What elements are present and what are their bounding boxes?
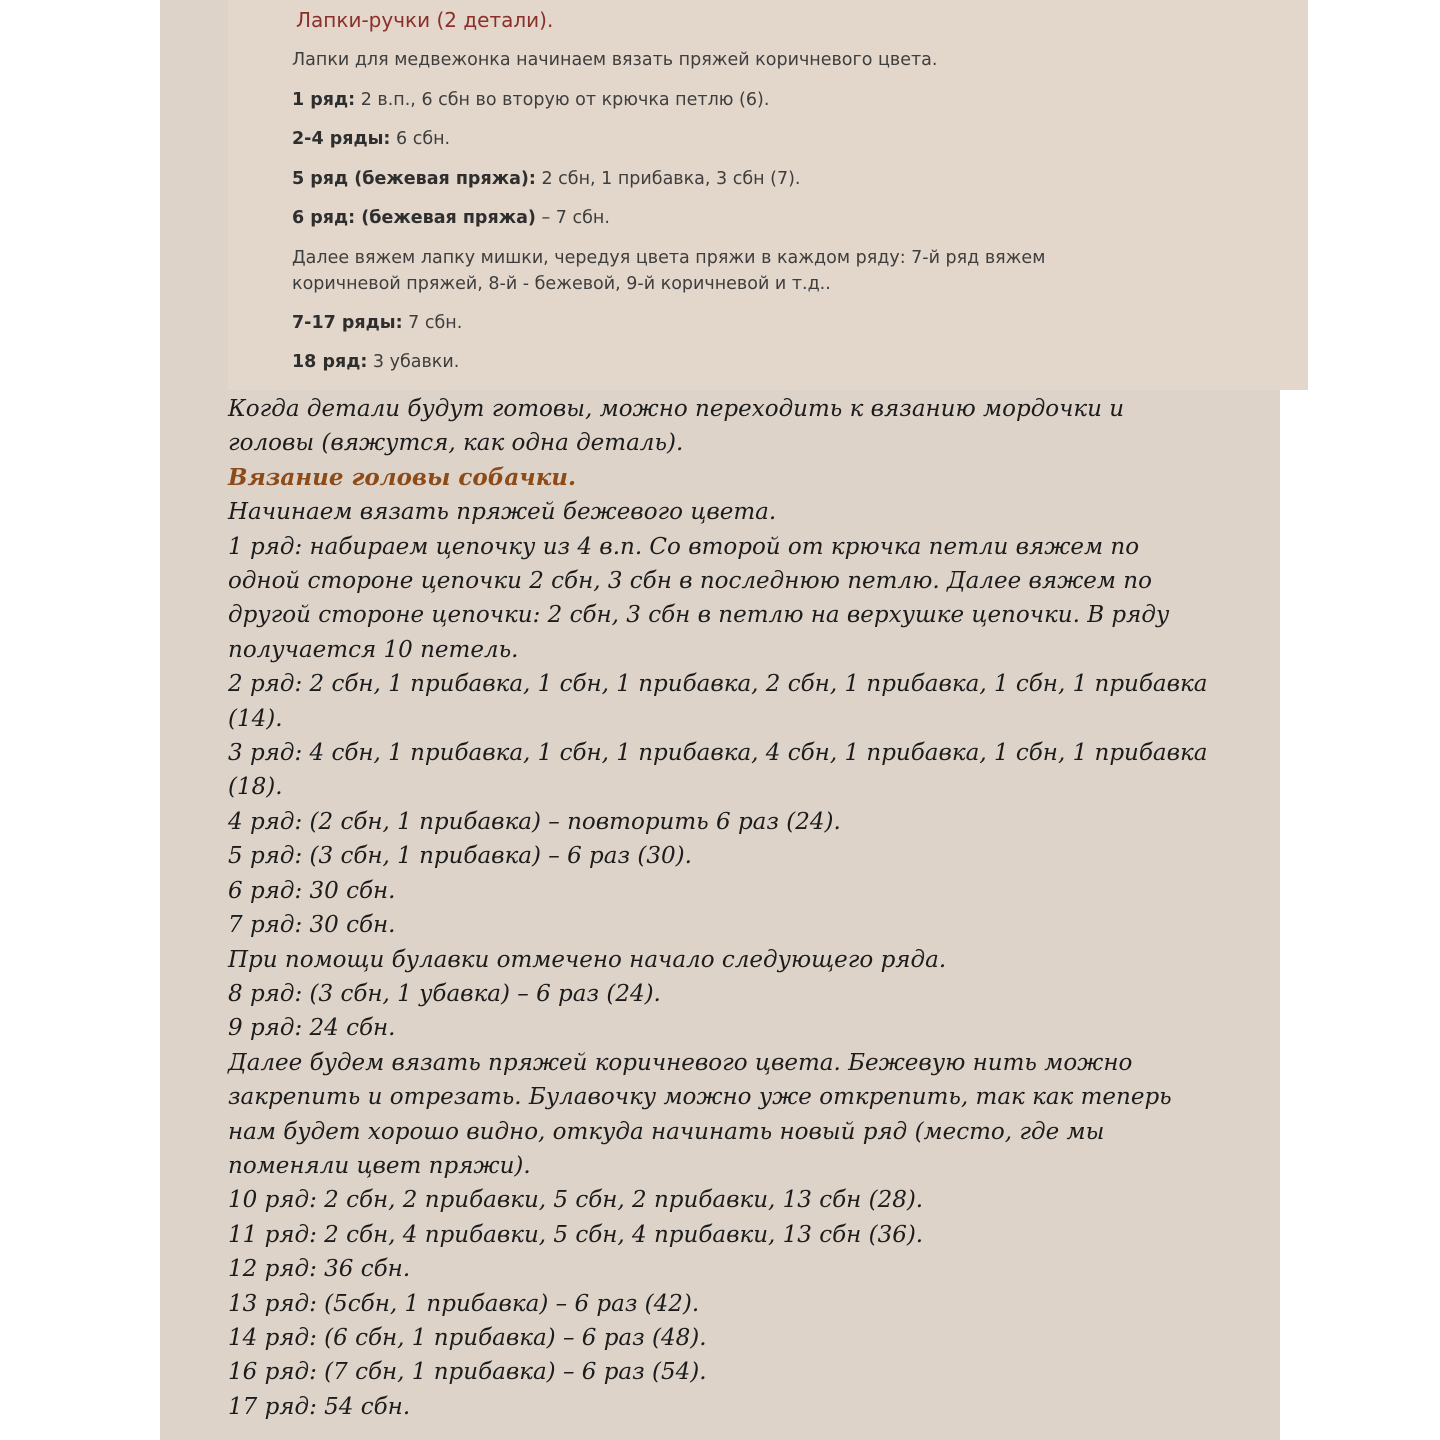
text-line: 3 ряд: 4 сбн, 1 прибавка, 1 сбн, 1 прибавка, 4 сбн, 1 прибавка, 1 сбн, 1 прибавка [228,740,1208,767]
text-line: головы (вяжутся, как одна деталь). [228,430,684,457]
text-line: 10 ряд: 2 сбн, 2 прибавки, 5 сбн, 2 прибавки, 13 сбн (28). [228,1187,924,1214]
text-line: 2 ряд: 2 сбн, 1 прибавка, 1 сбн, 1 прибавка, 2 сбн, 1 прибавка, 1 сбн, 1 прибавка [228,671,1208,698]
text-line: нам будет хорошо видно, откуда начинать новый ряд (место, где мы [228,1118,1105,1145]
inset-row [292,349,459,375]
text-line: 14 ряд: (6 сбн, 1 прибавка) – 6 раз (48). [228,1324,707,1351]
inset-intro: Лапки для медвежонка начинаем вязать пряжей коричневого цвета. [292,50,938,70]
text-line: закрепить и отрезать. Булавочку можно уже открепить, так как теперь [228,1084,1172,1111]
text-line: (18). [228,774,283,801]
text-line: 9 ряд: 24 сбн. [228,1015,396,1042]
text-line: 11 ряд: 2 сбн, 4 прибавки, 5 сбн, 4 прибавки, 13 сбн (36). [228,1221,924,1248]
inset-row [292,87,769,113]
page [160,0,1280,1440]
text-line: 5 ряд: (3 сбн, 1 прибавка) – 6 раз (30). [228,843,692,870]
inset-row [292,310,462,336]
text-line: При помощи булавки отмечено начало следующего ряда. [228,946,947,973]
text-line: Далее будем вязать пряжей коричневого цвета. Бежевую нить можно [228,1049,1133,1076]
text-line: 7 ряд: 30 сбн. [228,912,396,939]
text-line: 12 ряд: 36 сбн. [228,1256,411,1283]
text-line: 6 ряд: 30 сбн. [228,877,396,904]
inset-row-text: 7 сбн. [402,313,463,333]
inset-row-text: 6 сбн. [390,129,451,149]
inset-row-label: 18 ряд: [292,352,368,372]
inset-row-text: 3 убавки. [367,352,460,372]
main-text [228,392,1208,1424]
inset-row [292,126,450,152]
inset-title: Лапки-ручки (2 детали). [296,8,554,32]
text-line: другой стороне цепочки: 2 сбн, 3 сбн в петлю на верхушке цепочки. В ряду [228,602,1170,629]
text-line: одной стороне цепочки 2 сбн, 3 сбн в последнюю петлю. Далее вяжем по [228,568,1152,595]
inset-row [292,166,801,192]
inset-row-label: 5 ряд (бежевая пряжа): [292,169,536,189]
text-line: 8 ряд: (3 сбн, 1 убавка) – 6 раз (24). [228,980,661,1007]
text-line: 4 ряд: (2 сбн, 1 прибавка) – повторить 6 раз (24). [228,808,841,835]
inset-row-text: 2 в.п., 6 сбн во вторую от крючка петлю (6). [355,90,770,110]
inset-row-label: 7-17 ряды: [292,313,403,333]
text-line: 17 ряд: 54 сбн. [228,1393,411,1420]
text-line: получается 10 петель. [228,636,519,663]
inset-screenshot [228,0,1308,390]
inset-row [292,205,610,231]
inset-row-label: 2-4 ряды: [292,129,391,149]
text-line: (14). [228,705,283,732]
text-line: 16 ряд: (7 сбн, 1 прибавка) – 6 раз (54). [228,1359,707,1386]
inset-note-line: коричневой пряжей, 8-й - бежевой, 9-й коричневой и т.д.. [292,274,831,294]
inset-row-text: – 7 сбн. [535,208,610,228]
text-line: Когда детали будут готовы, можно переходить к вязанию мордочки и [228,396,1125,422]
text-line: 1 ряд: набираем цепочку из 4 в.п. Со второй от крючка петли вяжем по [228,533,1140,560]
inset-note-line: Далее вяжем лапку мишки, чередуя цвета пряжи в каждом ряду: 7-й ряд вяжем [292,248,1046,268]
inset-row-label: 1 ряд: [292,90,356,110]
inset-row-text: 2 сбн, 1 прибавка, 3 сбн (7). [535,169,801,189]
section-heading: Вязание головы собачки. [228,463,577,491]
inset-row-label: 6 ряд: (бежевая пряжа) [292,208,536,228]
text-line: Начинаем вязать пряжей бежевого цвета. [228,499,777,526]
text-line: 13 ряд: (5сбн, 1 прибавка) – 6 раз (42). [228,1290,700,1317]
text-line: поменяли цвет пряжи). [228,1152,531,1179]
